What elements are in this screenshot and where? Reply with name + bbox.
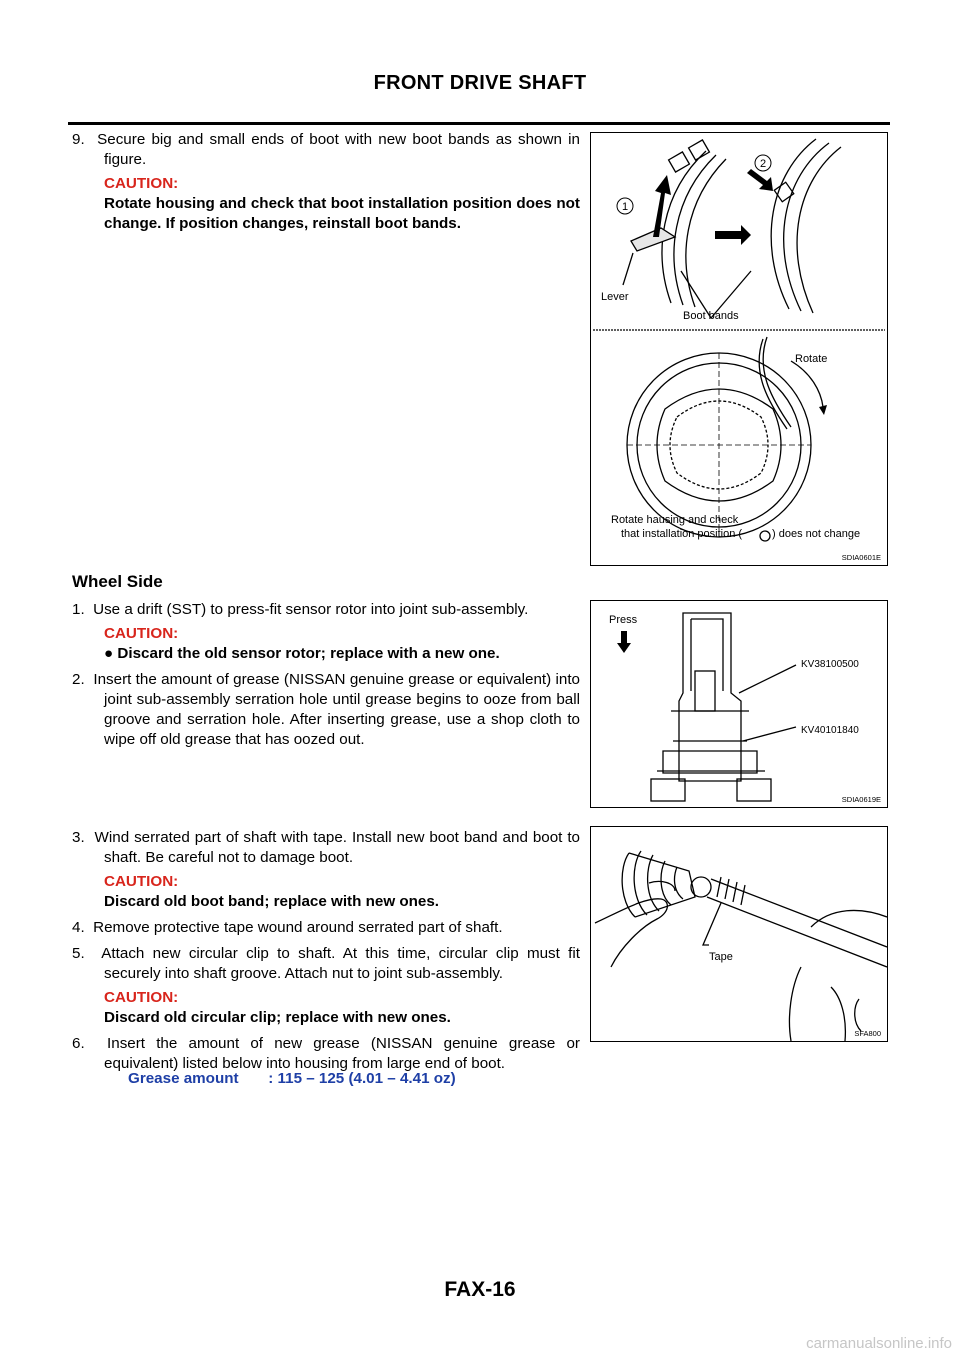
figure-2-id: SDIA0619E: [841, 795, 881, 804]
step-9: [72, 130, 580, 170]
step-6-number: 6.: [72, 1035, 85, 1052]
step-6-text: Insert the amount of new grease (NISSAN genuine grease or equivalent) listed below into housing from large end of boot.: [104, 1035, 580, 1072]
header-rule: [68, 122, 890, 125]
figure-tape-shaft: [590, 826, 888, 1042]
step-9-text: Secure big and small ends of boot with new boot bands as shown in figure.: [97, 131, 580, 168]
label-tool-kv40101840: KV40101840: [801, 725, 859, 736]
step-5-caution-label: CAUTION:: [104, 989, 179, 1006]
caption-line-1: Rotate hausing and check: [611, 514, 739, 526]
spec-value: : 115 – 125 (4.01 – 4.41 oz): [268, 1070, 456, 1087]
grease-amount-spec: [128, 1070, 456, 1087]
caption-line-2a: that installation position (: [621, 528, 743, 540]
label-boot-bands: Boot bands: [683, 310, 739, 322]
step-1: [72, 600, 580, 620]
bullet-dot-icon: ●: [104, 645, 114, 662]
section-wheel-side: Wheel Side: [72, 572, 163, 591]
step-5-caution-text: Discard old circular clip; replace with new ones.: [104, 1009, 451, 1026]
callout-two: 2: [759, 158, 767, 170]
step-2: [72, 670, 580, 750]
step-5-text: Attach new circular clip to shaft. At this time, circular clip must fit securely into shaft groove. Attach nut to joint sub-assembly.: [101, 945, 580, 982]
step-3: [72, 828, 580, 868]
step-3-caution-label: CAUTION:: [104, 873, 179, 890]
page-number: FAX-16: [444, 1278, 516, 1301]
step-5: [72, 944, 580, 984]
figure-boot-bands: [590, 132, 888, 566]
step-1-bullet-text: Discard the old sensor rotor; replace with a new one.: [117, 645, 500, 662]
step-9-caution-text: Rotate housing and check that boot installation position does not change. If position changes, reinstall boot bands.: [104, 195, 580, 232]
page-header: FRONT DRIVE SHAFT: [373, 72, 587, 94]
label-tool-kv38100500: KV38100500: [801, 659, 859, 670]
wheel-steps-3-6: [72, 828, 580, 1074]
watermark: carmanualsonline.info: [806, 1335, 952, 1352]
step-1-bullet: [104, 644, 580, 664]
label-lever: Lever: [601, 291, 629, 303]
caption-line-2b: ) does not change: [772, 528, 861, 540]
step-1-number: 1.: [72, 601, 85, 618]
figure-press-tool: [590, 600, 888, 808]
step-9-number: 9.: [72, 131, 85, 148]
callout-one: 1: [621, 201, 629, 213]
figure-3-id: SFA800: [854, 1029, 881, 1038]
step-9-caution-label: CAUTION:: [104, 175, 179, 192]
step-1-caution-label: CAUTION:: [104, 625, 179, 642]
step-4: [72, 918, 580, 938]
press-tool-illustration: [591, 601, 887, 807]
step-4-number: 4.: [72, 919, 85, 936]
boot-bands-illustration: [591, 133, 887, 565]
figure-1-id: SDIA0601E: [841, 553, 881, 562]
step-4-text: Remove protective tape wound around serrated part of shaft.: [93, 919, 503, 936]
label-press: Press: [609, 614, 638, 626]
step-3-text: Wind serrated part of shaft with tape. Install new boot band and boot to shaft. Be careful not to damage boot.: [94, 829, 580, 866]
step-1-text: Use a drift (SST) to press-fit sensor rotor into joint sub-assembly.: [93, 601, 529, 618]
label-tape: Tape: [709, 951, 733, 963]
step-3-number: 3.: [72, 829, 85, 846]
step-2-number: 2.: [72, 671, 85, 688]
step-3-caution-text: Discard old boot band; replace with new ones.: [104, 893, 440, 910]
tape-shaft-illustration: [591, 827, 887, 1041]
label-rotate: Rotate: [795, 353, 828, 365]
step-6: [72, 1034, 580, 1074]
step-9-block: [72, 130, 580, 234]
step-2-text: Insert the amount of grease (NISSAN genuine grease or equivalent) into joint sub-assembly serration hole until grease begins to ooze from ball groove and serration hole. After inserting grease, use a shop cloth to wipe off old grease that has oozed out.: [93, 671, 580, 748]
step-5-number: 5.: [72, 945, 85, 962]
spec-label: Grease amount: [128, 1070, 239, 1087]
wheel-steps-1-2: [72, 600, 580, 750]
